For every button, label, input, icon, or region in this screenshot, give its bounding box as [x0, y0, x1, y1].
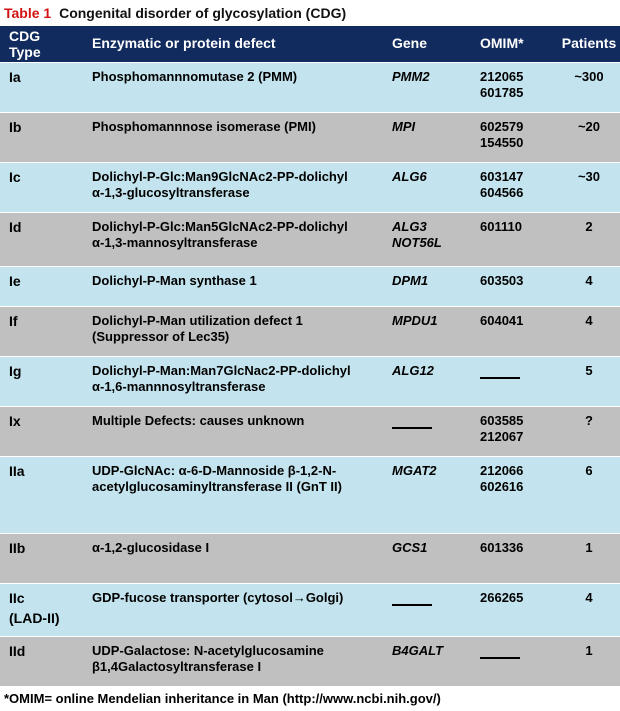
- defect-line: Phosphomannnose isomerase (PMI): [92, 119, 316, 134]
- gene-line: MPDU1: [392, 313, 438, 328]
- cell-patients: 6: [585, 463, 593, 478]
- cell-defect: [92, 463, 382, 495]
- omim-line: 601110: [480, 219, 522, 234]
- cell-defect: [92, 590, 382, 606]
- defect-line: UDP-Galactose: N-acetylglucosamine: [92, 643, 324, 658]
- cell-cdg-type: [9, 313, 79, 329]
- table-row: [0, 112, 620, 162]
- cell-omim: [480, 119, 540, 151]
- table-row: [0, 62, 620, 112]
- gene-line: DPM1: [392, 273, 429, 288]
- cell-cdg-type: [9, 590, 79, 626]
- cell-cdg-type: [9, 69, 79, 85]
- cdg-type-label: Ib: [9, 119, 22, 135]
- defect-line: α-1,2-glucosidase I: [92, 540, 210, 555]
- cell-omim: [480, 219, 540, 235]
- cdg-type-label: Ig: [9, 363, 22, 379]
- defect-line: GDP-fucose transporter (cytosol→Golgi): [92, 590, 344, 605]
- defect-line: acetylglucosaminyltransferase II (GnT II): [92, 479, 342, 494]
- table-row: [0, 356, 620, 406]
- cell-defect: [92, 413, 382, 429]
- defect-line: (Suppressor of Lec35): [92, 329, 230, 344]
- cell-omim: [480, 650, 540, 666]
- cdg-table: [0, 26, 620, 674]
- omim-dash: [480, 377, 520, 379]
- defect-line: α-1,3-mannosyltransferase: [92, 235, 258, 250]
- cell-omim: [480, 413, 540, 445]
- omim-line: 601785: [480, 85, 524, 100]
- cdg-type-label: IId: [9, 643, 26, 659]
- omim-line: 601336: [480, 540, 524, 555]
- gene-line: GCS1: [392, 540, 428, 555]
- cell-gene: [392, 420, 472, 436]
- footnote: *OMIM= online Mendelian inheritance in Man (http://www.ncbi.nih.gov/): [4, 691, 441, 706]
- gene-line: NOT56L: [392, 235, 442, 250]
- cell-defect: [92, 219, 382, 251]
- cell-patients: 1: [585, 643, 593, 658]
- cell-cdg-type: [9, 540, 79, 556]
- cdg-type-label: Ia: [9, 69, 21, 85]
- omim-line: 603147: [480, 169, 524, 184]
- defect-line: β1,4Galactosyltransferase I: [92, 659, 262, 674]
- cdg-type-label: IIa: [9, 463, 25, 479]
- table-title: Congenital disorder of glycosylation (CDG): [59, 5, 347, 21]
- table-row: [0, 266, 620, 306]
- cdg-type-label: IIc: [9, 590, 25, 606]
- omim-line: 603503: [480, 273, 524, 288]
- omim-line: 602616: [480, 479, 524, 494]
- cell-omim: [480, 313, 540, 329]
- cell-patients: 4: [585, 590, 593, 605]
- cell-patients: ~20: [577, 119, 601, 134]
- cdg-type-label: Id: [9, 219, 22, 235]
- omim-line: 604041: [480, 313, 524, 328]
- cell-defect: [92, 69, 382, 85]
- cell-gene: [392, 643, 472, 659]
- gene-dash: [392, 427, 432, 429]
- header-gene: Gene: [392, 35, 428, 51]
- cell-gene: [392, 273, 472, 289]
- gene-line: PMM2: [392, 69, 430, 84]
- header-type-line2: Type: [9, 44, 41, 60]
- cdg-type-label: Ie: [9, 273, 21, 289]
- cell-patients: 4: [585, 273, 593, 288]
- header-cdg-type: [9, 28, 79, 60]
- defect-line: Dolichyl-P-Man utilization defect 1: [92, 313, 303, 328]
- cell-defect: [92, 540, 382, 556]
- cell-omim: [480, 540, 540, 556]
- header-type-line1: CDG: [9, 28, 41, 44]
- gene-line: MGAT2: [392, 463, 437, 478]
- table-row: [0, 636, 620, 686]
- gene-line: MPI: [392, 119, 416, 134]
- cell-gene: [392, 540, 472, 556]
- omim-line: 603585: [480, 413, 524, 428]
- cell-patients: 5: [585, 363, 593, 378]
- cell-cdg-type: [9, 273, 79, 289]
- cell-cdg-type: [9, 363, 79, 379]
- omim-line: 212067: [480, 429, 524, 444]
- cdg-type-sublabel: (LAD-II): [9, 610, 60, 626]
- cell-gene: [392, 463, 472, 479]
- cell-gene: [392, 363, 472, 379]
- cell-defect: [92, 363, 382, 395]
- omim-line: 154550: [480, 135, 524, 150]
- cell-patients: ~300: [574, 69, 604, 84]
- cell-defect: [92, 119, 382, 135]
- table-number: Table 1: [4, 5, 52, 21]
- table-row: [0, 406, 620, 456]
- table-row: [0, 456, 620, 533]
- cell-cdg-type: [9, 413, 79, 429]
- cell-patients: 1: [585, 540, 593, 555]
- gene-line: ALG6: [392, 169, 427, 184]
- cdg-type-label: If: [9, 313, 18, 329]
- cell-gene: [392, 119, 472, 135]
- cell-cdg-type: [9, 219, 79, 235]
- cell-omim: [480, 590, 540, 606]
- gene-dash: [392, 604, 432, 606]
- cell-patients: ~30: [577, 169, 601, 184]
- omim-line: 212065: [480, 69, 524, 84]
- table-row: [0, 583, 620, 636]
- cell-patients: 2: [585, 219, 593, 234]
- defect-line: Dolichyl-P-Man:Man7GlcNac2-PP-dolichyl: [92, 363, 351, 378]
- omim-line: 212066: [480, 463, 524, 478]
- cell-gene: [392, 169, 472, 185]
- defect-line: Dolichyl-P-Glc:Man5GlcNAc2-PP-dolichyl: [92, 219, 348, 234]
- cell-omim: [480, 370, 540, 386]
- gene-line: ALG3: [392, 219, 427, 234]
- cell-gene: [392, 219, 472, 251]
- cell-patients: 4: [585, 313, 593, 328]
- cell-cdg-type: [9, 169, 79, 185]
- cell-omim: [480, 169, 540, 201]
- header-defect: Enzymatic or protein defect: [92, 35, 276, 51]
- cdg-type-label: IIb: [9, 540, 26, 556]
- cell-omim: [480, 69, 540, 101]
- omim-line: 266265: [480, 590, 524, 605]
- defect-line: Phosphomannnomutase 2 (PMM): [92, 69, 298, 84]
- table-row: [0, 306, 620, 356]
- cell-cdg-type: [9, 463, 79, 479]
- defect-line: α-1,3-glucosyltransferase: [92, 185, 250, 200]
- defect-line: UDP-GlcNAc: α-6-D-Mannoside β-1,2-N-: [92, 463, 337, 478]
- table-row: [0, 162, 620, 212]
- cell-gene: [392, 313, 472, 329]
- table-row: [0, 212, 620, 266]
- cell-defect: [92, 169, 382, 201]
- table-header-row: [0, 26, 620, 62]
- omim-line: 604566: [480, 185, 524, 200]
- defect-line: Multiple Defects: causes unknown: [92, 413, 305, 428]
- header-patients: Patients: [561, 35, 617, 51]
- cell-gene: [392, 597, 472, 613]
- cell-omim: [480, 273, 540, 289]
- cell-gene: [392, 69, 472, 85]
- cell-patients: ?: [585, 413, 593, 428]
- cell-defect: [92, 273, 382, 289]
- cell-omim: [480, 463, 540, 495]
- defect-line: Dolichyl-P-Man synthase 1: [92, 273, 257, 288]
- defect-line: α-1,6-mannnosyltransferase: [92, 379, 266, 394]
- cdg-type-label: Ic: [9, 169, 21, 185]
- header-omim: OMIM*: [480, 35, 524, 51]
- table-caption: [4, 3, 346, 23]
- cell-cdg-type: [9, 643, 79, 659]
- cell-cdg-type: [9, 119, 79, 135]
- omim-dash: [480, 657, 520, 659]
- table-row: [0, 533, 620, 583]
- gene-line: B4GALT: [392, 643, 444, 658]
- cdg-type-label: Ix: [9, 413, 21, 429]
- gene-line: ALG12: [392, 363, 434, 378]
- omim-line: 602579: [480, 119, 524, 134]
- cell-defect: [92, 313, 382, 345]
- cell-defect: [92, 643, 382, 675]
- defect-line: Dolichyl-P-Glc:Man9GlcNAc2-PP-dolichyl: [92, 169, 348, 184]
